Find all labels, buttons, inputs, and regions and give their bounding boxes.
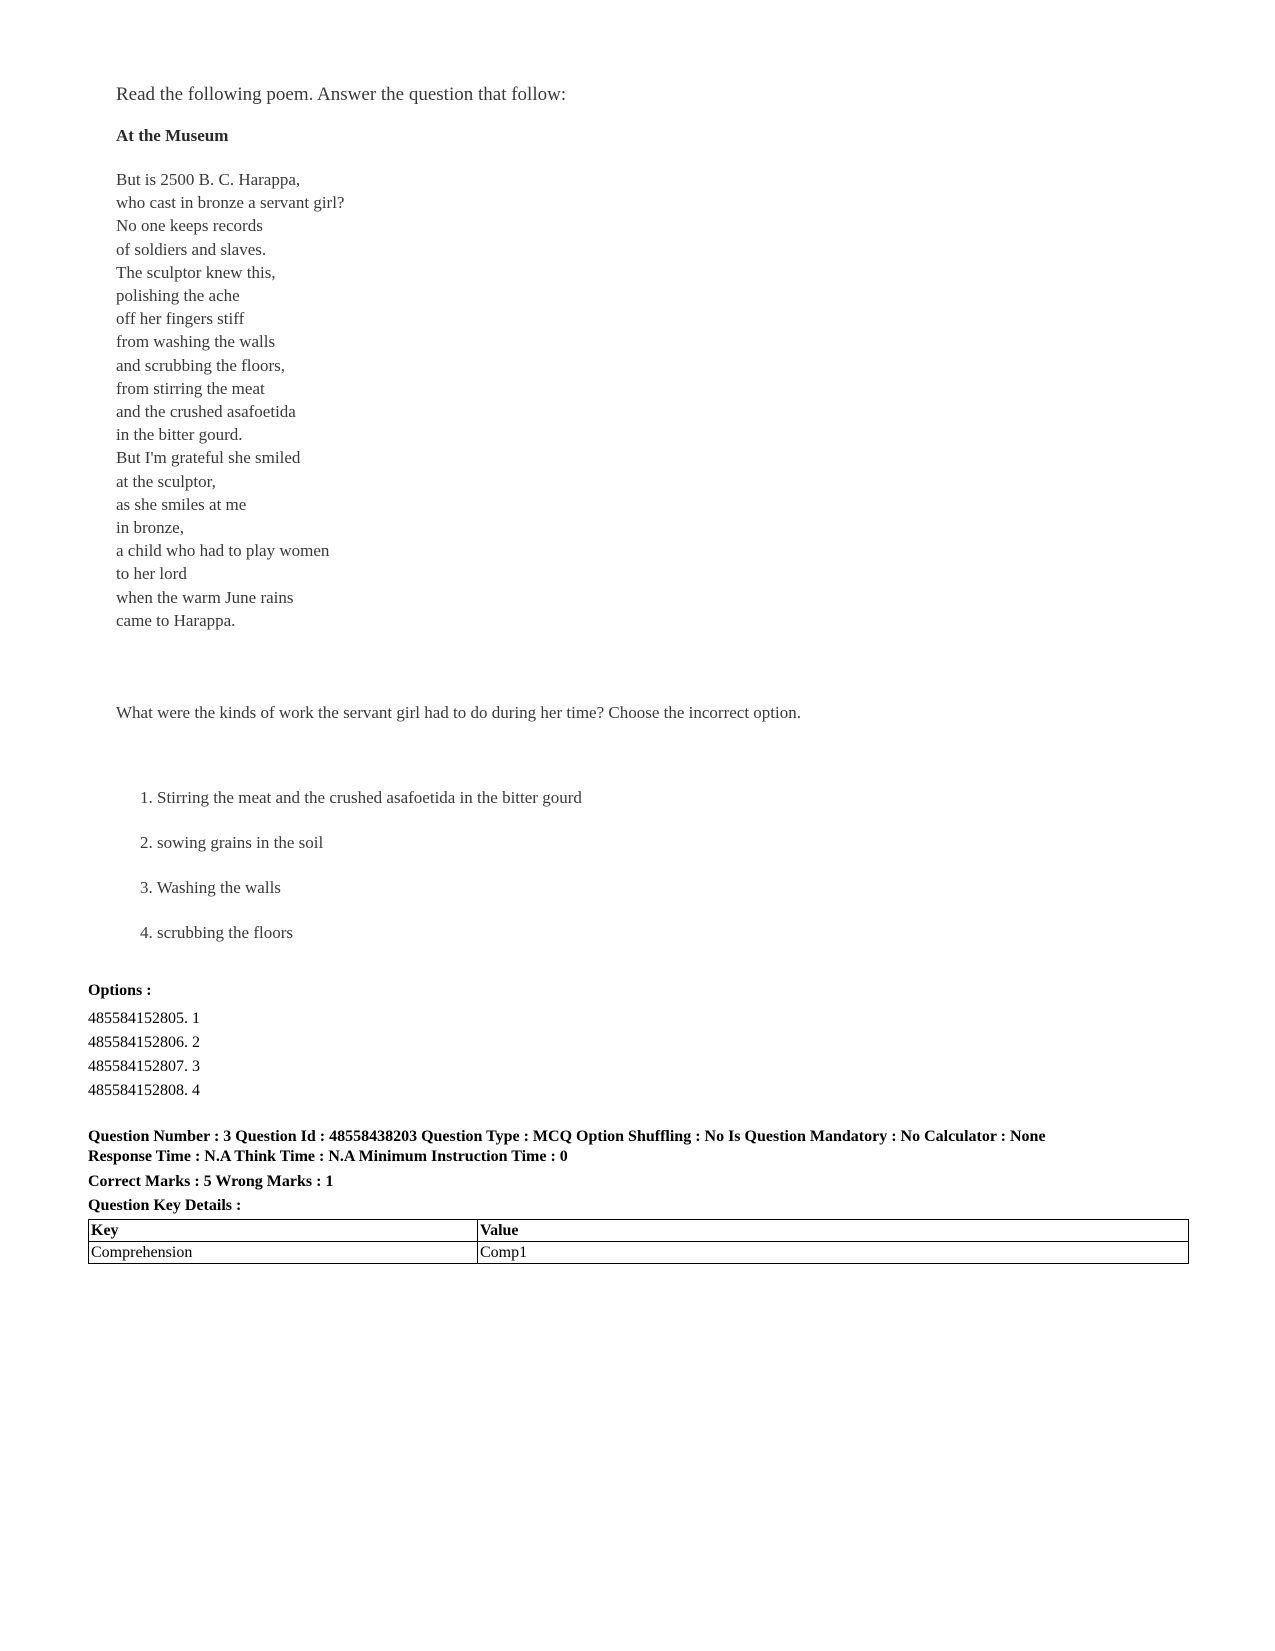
question-text: What were the kinds of work the servant girl had to do during her time? Choose the incorrect option.: [116, 703, 802, 722]
poem-line: as she smiles at me: [116, 494, 247, 514]
poem-line: at the sculptor,: [116, 471, 216, 491]
poem-line: The sculptor knew this,: [116, 262, 276, 282]
poem-line: and the crushed asafoetida: [116, 402, 296, 422]
answer-choice: 2. sowing grains in the soil: [140, 833, 324, 852]
poem-line: came to Harappa.: [116, 610, 236, 630]
poem-line: from stirring the meat: [116, 378, 265, 398]
poem-line: No one keeps records: [116, 216, 263, 236]
poem-line: a child who had to play women: [116, 541, 330, 561]
question-marks-line: Correct Marks : 5 Wrong Marks : 1: [88, 1173, 334, 1190]
answer-choices: [140, 788, 582, 968]
option-id-list: [88, 1007, 200, 1103]
poem-line: off her fingers stiff: [116, 309, 245, 329]
column-header-key: Key: [89, 1220, 478, 1242]
option-id-item: 485584152807. 3: [88, 1058, 200, 1075]
instruction-text: Read the following poem. Answer the question that follow:: [116, 84, 567, 105]
poem-body: [116, 168, 344, 632]
poem-line: to her lord: [116, 564, 187, 584]
poem-line: and scrubbing the floors,: [116, 355, 286, 375]
option-id-item: 485584152808. 4: [88, 1082, 200, 1099]
poem-line: But I'm grateful she smiled: [116, 448, 301, 468]
answer-choice: 4. scrubbing the floors: [140, 923, 293, 942]
poem-line: in the bitter gourd.: [116, 425, 243, 445]
poem-line: when the warm June rains: [116, 587, 294, 607]
options-heading: Options :: [88, 982, 152, 999]
poem-line: in bronze,: [116, 518, 184, 538]
table-header-row: [89, 1220, 1189, 1242]
answer-choice: 3. Washing the walls: [140, 878, 281, 897]
table-cell-key: Comprehension: [89, 1242, 478, 1264]
question-scan-image: [110, 78, 910, 958]
poem-title: At the Museum: [116, 126, 229, 145]
key-details-heading: Question Key Details :: [88, 1197, 242, 1214]
poem-line: polishing the ache: [116, 286, 240, 306]
poem-line: of soldiers and slaves.: [116, 239, 267, 259]
poem-line: But is 2500 B. C. Harappa,: [116, 170, 301, 189]
table-row: [89, 1242, 1189, 1264]
question-meta-line: Question Number : 3 Question Id : 48558438203 Question Type : MCQ Option Shuffling : No Is Question Mandatory : No Calculator : None: [88, 1128, 1046, 1145]
column-header-value: Value: [478, 1220, 1189, 1242]
option-id-item: 485584152805. 1: [88, 1010, 200, 1027]
poem-line: from washing the walls: [116, 332, 276, 352]
key-details-table: [88, 1219, 1189, 1264]
table-cell-value: Comp1: [478, 1242, 1189, 1264]
answer-choice: 1. Stirring the meat and the crushed asafoetida in the bitter gourd: [140, 788, 582, 807]
option-id-item: 485584152806. 2: [88, 1034, 200, 1051]
poem-line: who cast in bronze a servant girl?: [116, 193, 345, 213]
question-timing-line: Response Time : N.A Think Time : N.A Minimum Instruction Time : 0: [88, 1148, 568, 1165]
